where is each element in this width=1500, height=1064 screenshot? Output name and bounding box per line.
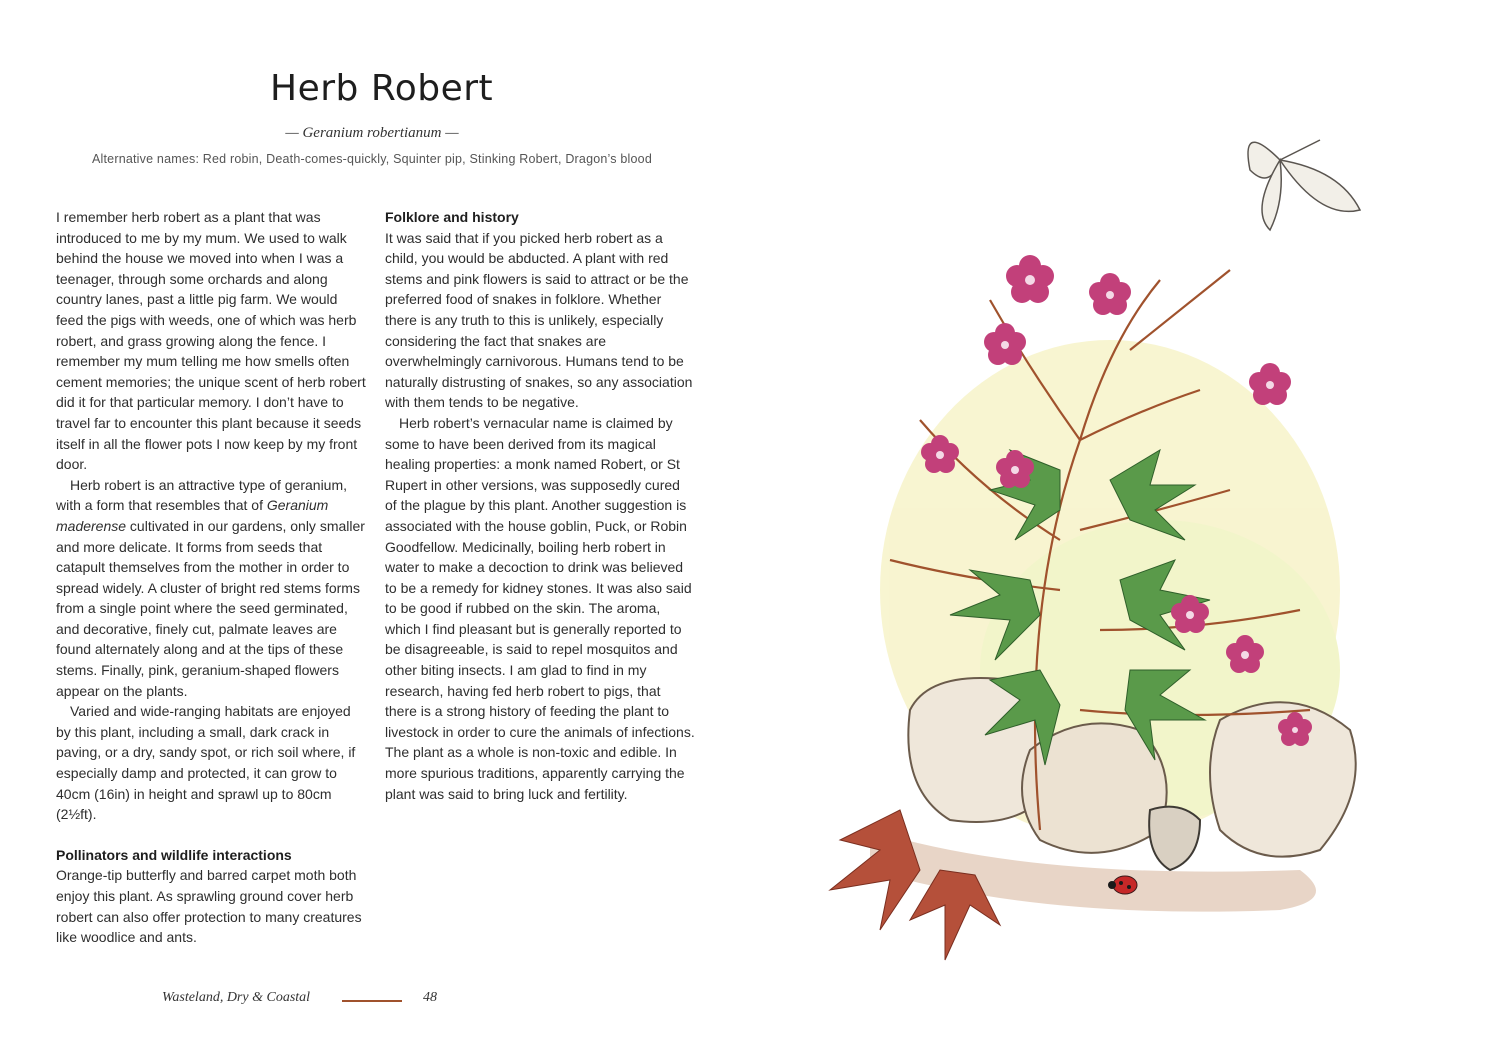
pollinators-text: Orange-tip butterfly and barred carpet moth both enjoy this plant. As sprawling ground cover herb robert can also offer protection to many creatures like woodlice and ants. bbox=[56, 867, 362, 946]
intro-paragraph-2 bbox=[56, 475, 368, 702]
folklore-heading: Folklore and history bbox=[385, 209, 519, 225]
alternative-names: Alternative names: Red robin, Death-comes-quickly, Squinter pip, Stinking Robert, Dragon’s blood bbox=[92, 152, 652, 166]
page-number: 48 bbox=[423, 990, 437, 1005]
moth-icon bbox=[1248, 140, 1360, 230]
intro-paragraph-2-end: cultivated in our gardens, only smaller and more delicate. It forms from seeds that catapult themselves from the mother in order to spread widely. A cluster of bright red stems forms from a single point where the seed germinated, and decorative, finely cut, palmate leaves are found alternately along and at the tips of these stems. Finally, pink, geranium-shaped flowers appear on the plants. bbox=[56, 517, 365, 699]
red-leaves-group bbox=[830, 810, 1000, 960]
latin-name: — Geranium robertianum — bbox=[285, 125, 459, 141]
page-title: Herb Robert bbox=[270, 68, 494, 109]
folklore-paragraph-2: Herb robert’s vernacular name is claimed by some to have been derived from its magical healing properties: a monk named Robert, or St Rupert in other versions, was supposedly cured of the plague by this plant. Another suggestion is associated with the house goblin, Puck, or Robin Goodfellow. Medicinally, boiling herb robert in water to make a decoction to drink was believed to be a remedy for kidney stones. It was also said to be good if rubbed on the skin. The aroma, which I find pleasant but is generally reported to be disagreeable, is said to repel mosquitos and other biting insects. I am glad to find in my research, having fed herb robert to pigs, that there is a strong history of feeding the plant to livestock in order to cure the animals of infections. The plant as a whole is non-toxic and edible. In more spurious traditions, apparently carrying the plant was said to bring luck and fertility. bbox=[385, 414, 695, 802]
flower bbox=[1006, 255, 1054, 303]
species-italic: Geranium maderense bbox=[56, 497, 329, 534]
intro-paragraph-1: I remember herb robert as a plant that was introduced to me by my mum. We used to walk behind the house we moved into when I was a teenager, through some orchards and along country lanes, past a little pig farm. We would feed the pigs with weeds, one of which was herb robert, and grass growing along the fence. I remember my mum telling me how smells often cement memories; the unique scent of herb robert did it for that particular memory. I don’t have to travel far to encounter this plant because it seeds itself in all the flower pots I now keep by my front door. bbox=[56, 209, 366, 473]
folklore-paragraph-1: It was said that if you picked herb robert as a child, you would be abducted. A plant with red stems and pink flowers is said to attract or be the preferred food of snakes in folklore. Whether there is any truth to this is unlikely, especially considering the fact that snakes are overwhelmingly carnivorous. Humans tend to be naturally distrusting of snakes, so any association with them tends to be negative. bbox=[385, 229, 693, 411]
pollinators-heading: Pollinators and wildlife interactions bbox=[56, 846, 292, 863]
flower bbox=[1089, 273, 1131, 315]
flower bbox=[984, 323, 1026, 365]
herb-robert-illustration bbox=[780, 110, 1460, 990]
footer-section-name: Wasteland, Dry & Coastal bbox=[162, 990, 311, 1005]
right-column bbox=[385, 207, 695, 804]
flower bbox=[1249, 363, 1291, 405]
left-column bbox=[56, 207, 368, 948]
intro-paragraph-2-start: Herb robert is an attractive type of geranium, with a form that resembles that of bbox=[56, 476, 348, 514]
footer-rule bbox=[342, 1000, 402, 1002]
intro-paragraph-3: Varied and wide-ranging habitats are enjoyed by this plant, including a small, dark crack in paving, or a dry, sandy spot, or rich soil where, if especially damp and protected, it can grow to 40cm (16in) in height and sprawl up to 80cm (2½ft). bbox=[56, 703, 356, 823]
